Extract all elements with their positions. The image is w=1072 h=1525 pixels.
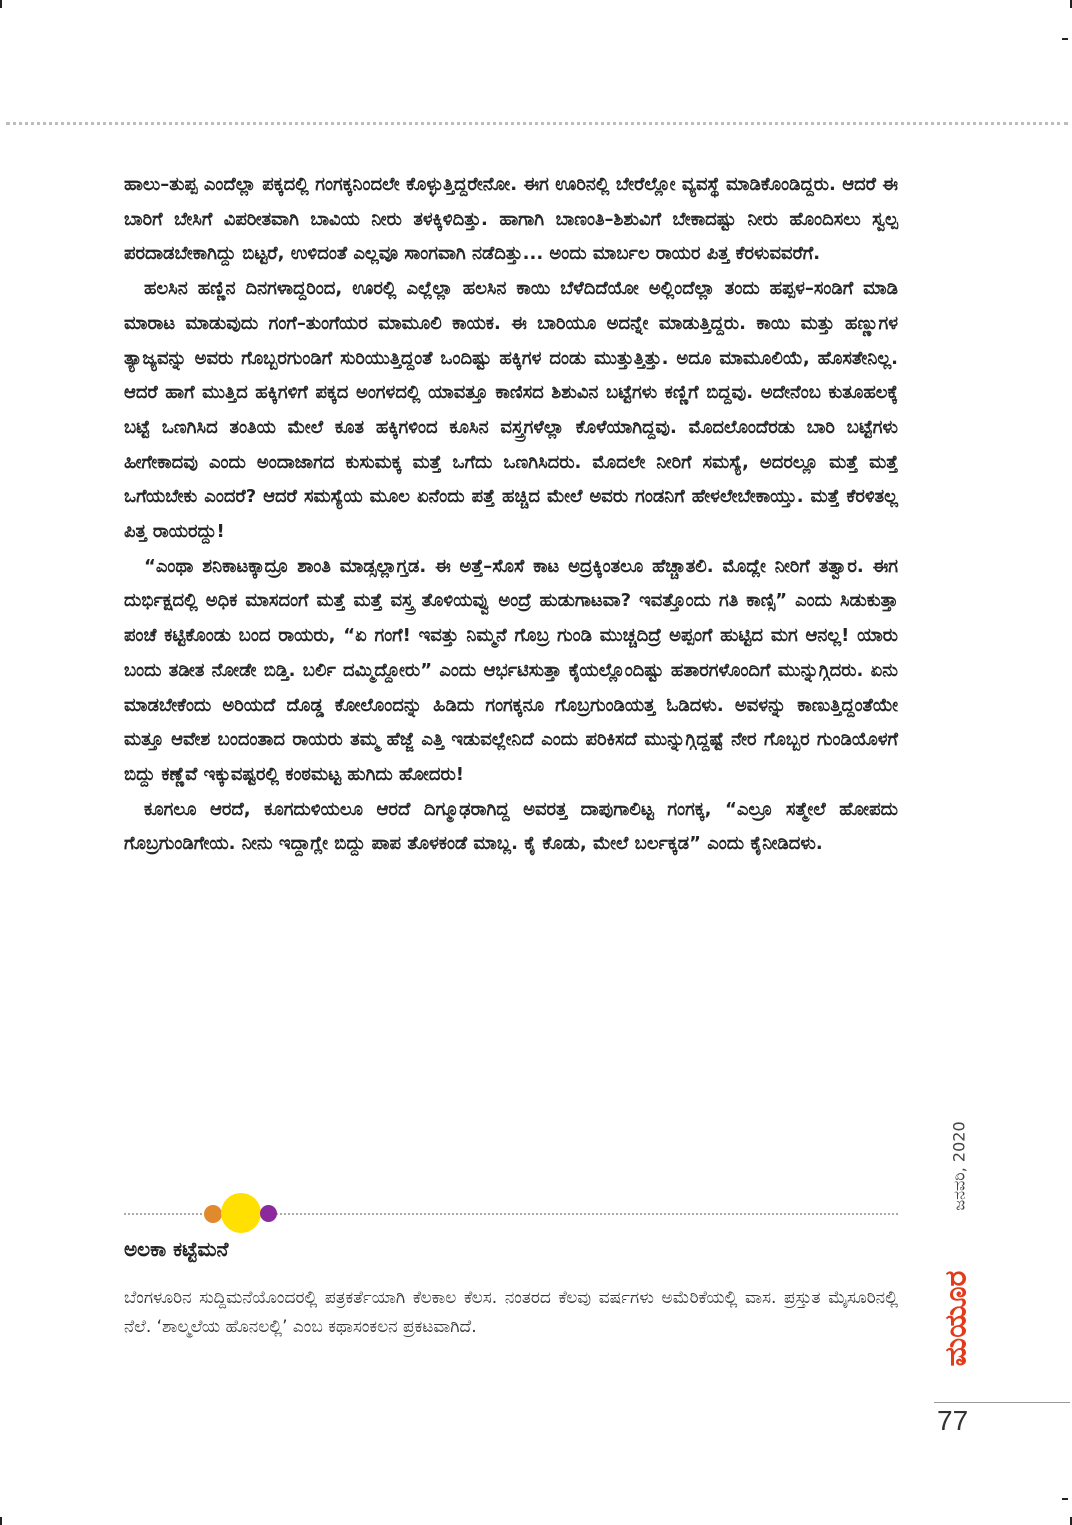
divider-dot-purple — [260, 1205, 277, 1222]
article-paragraph: “ಎಂಥಾ ಶನಿಕಾಟಕ್ಕಾದ್ರೂ ಶಾಂತಿ ಮಾಡ್ಸಲ್ಲಾಗ್ತಡ. ಈ ಅತ್ತೆ–ಸೊಸೆ ಕಾಟ ಅದ್ರಕ್ಕಿಂತಲೂ ಹೆಚ್ಚಾತಲಿ. ಮೊದ್ಲೇ ನೀರಿಗೆ ತತ್ವಾರ. ಈಗ ದುರ್ಭಿಕ್ಷದಲ್ಲಿ ಅಧಿಕ ಮಾಸದಂಗೆ ಮತ್ತೆ ಮತ್ತೆ ವಸ್ತ್ರ ತೊಳಿಯವ್ವು ಅಂದ್ರೆ ಹುಡುಗಾಟವಾ? ಇವತ್ತೊಂದು ಗತಿ ಕಾಣ್ಸಿ” ಎಂದು ಸಿಡುಕುತ್ತಾ ಪಂಚೆ ಕಟ್ಟಿಕೊಂಡು ಬಂದ ರಾಯರು, “ಏ ಗಂಗೆ! ಇವತ್ತು ನಿಮ್ಮನೆ ಗೊಬ್ರ ಗುಂಡಿ ಮುಚ್ಚದಿದ್ರೆ ಅಪ್ಪಂಗೆ ಹುಟ್ಟಿದ ಮಗ ಆನಲ್ಲ! ಯಾರು ಬಂದು ತಡೀತ ನೋಡೇ ಬಿಡ್ತಿ. ಬರ್ಲಿ ದಮ್ಮಿದ್ದೋರು” ಎಂದು ಆರ್ಭಟಿಸುತ್ತಾ ಕೈಯಲ್ಲೊಂದಿಷ್ಟು ಹತಾರಗಳೊಂದಿಗೆ ಮುನ್ನುಗ್ಗಿದರು. ಏನು ಮಾಡಬೇಕೆಂದು ಅರಿಯದೆ ದೊಡ್ಡ ಕೋಲೊಂದನ್ನು ಹಿಡಿದು ಗಂಗಕ್ಕನೂ ಗೊಬ್ರಗುಂಡಿಯತ್ತ ಓಡಿದಳು. ಅವಳನ್ನು ಕಾಣುತ್ತಿದ್ದಂತೆಯೇ ಮತ್ತೂ ಆವೇಶ ಬಂದಂತಾದ ರಾಯರು ತಮ್ಮ ಹೆಜ್ಜೆ ಎತ್ತಿ ಇಡುವಲ್ಲೇನಿದೆ ಎಂದು ಪರಿಕಿಸದೆ ಮುನ್ನುಗ್ಗಿದ್ದಷ್ಟೆ ನೇರ ಗೊಬ್ಬರ ಗುಂಡಿಯೊಳಗೆ ಬಿದ್ದು ಕಣ್ಣೆವೆ ಇಕ್ಕುವಷ್ಟರಲ್ಲಿ ಕಂಠಮಟ್ಟ ಹುಗಿದು ಹೋದರು! — [124, 555, 898, 785]
divider-dot-yellow — [221, 1193, 261, 1233]
article-body — [124, 168, 898, 862]
article-paragraph: ಕೂಗಲೂ ಆರದೆ, ಕೂಗದುಳಿಯಲೂ ಆರದೆ ದಿಗ್ಮೂಢರಾಗಿದ್ದ ಅವರತ್ತ ದಾಪುಗಾಲಿಟ್ಟ ಗಂಗಕ್ಕ, “ಎಲ್ರೂ ಸತ್ಮೇಲೆ ಹೋಪದು ಗೊಬ್ರಗುಂಡಿಗೇಯ. ನೀನು ಇದ್ದಾಗ್ಲೇ ಬಿದ್ದು ಪಾಪ ತೊಳಕಂಡೆ ಮಾಬ್ಲ. ಕೈ ಕೊಡು, ಮೇಲೆ ಬರ್ಲಕ್ಕಡ” ಎಂದು ಕೈನೀಡಿದಳು. — [124, 798, 898, 855]
article-paragraph: ಹಲಸಿನ ಹಣ್ಣಿನ ದಿನಗಳಾದ್ದರಿಂದ, ಊರಲ್ಲಿ ಎಲ್ಲೆಲ್ಲಾ ಹಲಸಿನ ಕಾಯಿ ಬೆಳೆದಿದೆಯೋ ಅಲ್ಲಿಂದೆಲ್ಲಾ ತಂದು ಹಪ್ಪಳ–ಸಂಡಿಗೆ ಮಾಡಿ ಮಾರಾಟ ಮಾಡುವುದು ಗಂಗೆ–ತುಂಗೆಯರ ಮಾಮೂಲಿ ಕಾಯಕ. ಈ ಬಾರಿಯೂ ಅದನ್ನೇ ಮಾಡುತ್ತಿದ್ದರು. ಕಾಯಿ ಮತ್ತು ಹಣ್ಣುಗಳ ತ್ಯಾಜ್ಯವನ್ನು ಅವರು ಗೊಬ್ಬರಗುಂಡಿಗೆ ಸುರಿಯುತ್ತಿದ್ದಂತೆ ಒಂದಿಷ್ಟು ಹಕ್ಕಿಗಳ ದಂಡು ಮುತ್ತುತ್ತಿತ್ತು. ಅದೂ ಮಾಮೂಲಿಯೆ, ಹೊಸತೇನಿಲ್ಲ. ಆದರೆ ಹಾಗೆ ಮುತ್ತಿದ ಹಕ್ಕಿಗಳಿಗೆ ಪಕ್ಕದ ಅಂಗಳದಲ್ಲಿ ಯಾವತ್ತೂ ಕಾಣಿಸದ ಶಿಶುವಿನ ಬಟ್ಟೆಗಳು ಕಣ್ಣಿಗೆ ಬಿದ್ದವು. ಅದೇನೆಂಬ ಕುತೂಹಲಕ್ಕೆ ಬಟ್ಟೆ ಒಣಗಿಸಿದ ತಂತಿಯ ಮೇಲೆ ಕೂತ ಹಕ್ಕಿಗಳಿಂದ ಕೂಸಿನ ವಸ್ತ್ರಗಳೆಲ್ಲಾ ಕೊಳೆಯಾಗಿದ್ದವು. ಮೊದಲೊಂದೆರಡು ಬಾರಿ ಬಟ್ಟೆಗಳು ಹೀಗೇಕಾದವು ಎಂದು ಅಂದಾಜಾಗದ ಕುಸುಮಕ್ಕ ಮತ್ತೆ ಒಗೆದು ಒಣಗಿಸಿದರು. ಮೊದಲೇ ನೀರಿಗೆ ಸಮಸ್ಯೆ, ಅದರಲ್ಲೂ ಮತ್ತೆ ಮತ್ತೆ ಒಗೆಯಬೇಕು ಎಂದರೆ? ಆದರೆ ಸಮಸ್ಯೆಯ ಮೂಲ ಏನೆಂದು ಪತ್ತೆ ಹಚ್ಚಿದ ಮೇಲೆ ಅವರು ಗಂಡನಿಗೆ ಹೇಳಲೇಬೇಕಾಯ್ತು. ಮತ್ತೆ ಕೆರಳಿತಲ್ಲ ಪಿತ್ತ ರಾಯರದ್ದು! — [124, 278, 898, 543]
article-paragraph: ಹಾಲು–ತುಪ್ಪ ಎಂದೆಲ್ಲಾ ಪಕ್ಕದಲ್ಲಿ ಗಂಗಕ್ಕನಿಂದಲೇ ಕೊಳ್ಳುತ್ತಿದ್ದರೇನೋ. ಈಗ ಊರಿನಲ್ಲಿ ಬೇರೆಲ್ಲೋ ವ್ಯವಸ್ಥೆ ಮಾಡಿಕೊಂಡಿದ್ದರು. ಆದರೆ ಈ ಬಾರಿಗೆ ಬೇಸಿಗೆ ವಿಪರೀತವಾಗಿ ಬಾವಿಯ ನೀರು ತಳಕ್ಕಿಳಿದಿತ್ತು. ಹಾಗಾಗಿ ಬಾಣಂತಿ–ಶಿಶುವಿಗೆ ಬೇಕಾದಷ್ಟು ನೀರು ಹೊಂದಿಸಲು ಸ್ವಲ್ಪ ಪರದಾಡಬೇಕಾಗಿದ್ದು ಬಿಟ್ಟರೆ, ಉಳಿದಂತೆ ಎಲ್ಲವೂ ಸಾಂಗವಾಗಿ ನಡೆದಿತ್ತು... ಅಂದು ಮಾರ್ಬಲ ರಾಯರ ಪಿತ್ತ ಕೆರಳುವವರೆಗೆ. — [124, 174, 898, 265]
page-number: 77 — [937, 1405, 969, 1436]
issue-date-text: ಜನವರಿ, 2020 — [950, 1120, 970, 1211]
crop-mark-bottom-left — [0, 1517, 2, 1525]
divider-dot-orange — [204, 1205, 222, 1223]
section-divider — [124, 1195, 898, 1235]
crop-mark-bottom-right-side — [1062, 1498, 1068, 1500]
page-number-rule — [934, 1402, 1070, 1403]
author-name: ಅಲಕಾ ಕಟ್ಟೆಮನೆ — [124, 1237, 229, 1261]
issue-date — [946, 1103, 974, 1228]
magazine-masthead — [936, 1238, 976, 1398]
top-dotted-rule — [6, 122, 1068, 125]
masthead-logo-text: ಮಯೂರ — [938, 1270, 974, 1366]
crop-mark-top-right-side — [1062, 38, 1068, 40]
crop-mark-top-left — [0, 0, 2, 8]
author-bio: ಬೆಂಗಳೂರಿನ ಸುದ್ದಿಮನೆಯೊಂದರಲ್ಲಿ ಪತ್ರಕರ್ತೆಯಾಗಿ ಕೆಲಕಾಲ ಕೆಲಸ. ನಂತರದ ಕೆಲವು ವರ್ಷಗಳು ಅಮೆರಿಕೆಯಲ್ಲಿ ವಾಸ. ಪ್ರಸ್ತುತ ಮೈಸೂರಿನಲ್ಲಿ ನೆಲೆ. ‘ಶಾಲ್ಮಲೆಯ ಹೊನಲಲ್ಲಿ’ ಎಂಬ ಕಥಾಸಂಕಲನ ಪ್ರಕಟವಾಗಿದೆ. — [124, 1288, 898, 1337]
